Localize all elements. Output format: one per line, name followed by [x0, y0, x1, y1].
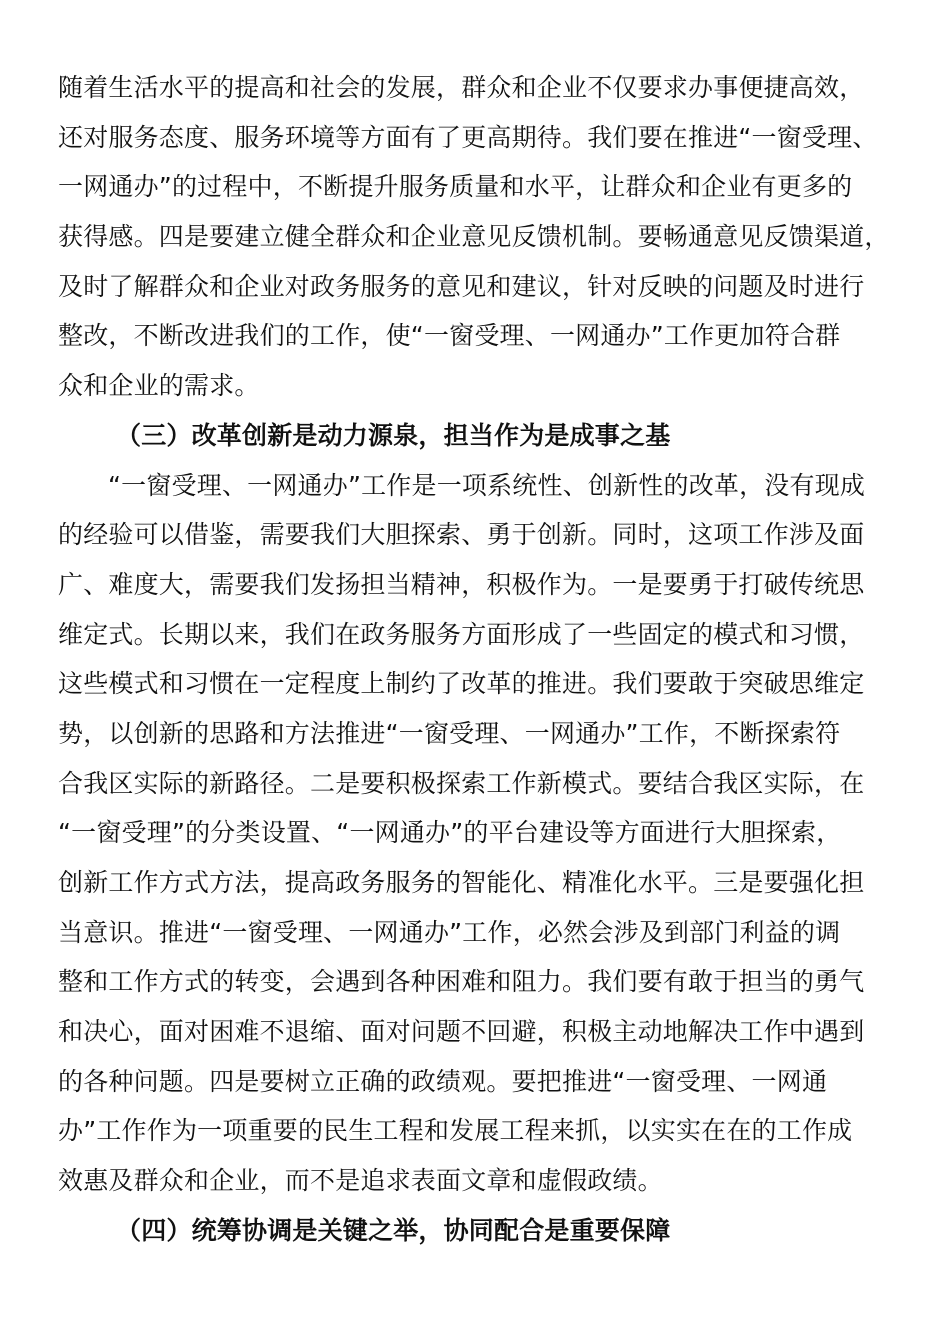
- section-heading-4: （四）统筹协调是关键之举，协同配合是重要保障: [116, 1215, 671, 1245]
- document-body: [58, 63, 892, 1256]
- paragraph-line: 还对服务态度、服务环境等方面有了更高期待。我们要在推进“一窗受理、: [58, 122, 878, 152]
- paragraph-line: “一窗受理”的分类设置、“一网通办”的平台建设等方面进行大胆探索，: [58, 818, 842, 848]
- paragraph-line: 的各种问题。四是要树立正确的政绩观。要把推进“一窗受理、一网通: [58, 1066, 828, 1096]
- paragraph-line: 合我区实际的新路径。二是要积极探索工作新模式。要结合我区实际，在: [58, 768, 865, 798]
- paragraph-line: 及时了解群众和企业对政务服务的意见和建议，针对反映的问题及时进行: [58, 271, 865, 301]
- paragraph-line: 广、难度大，需要我们发扬担当精神，积极作为。一是要勇于打破传统思: [58, 569, 865, 599]
- paragraph-line: 获得感。四是要建立健全群众和企业意见反馈机制。要畅通意见反馈渠道，: [58, 222, 890, 252]
- paragraph-line: 效惠及群众和企业，而不是追求表面文章和虚假政绩。: [58, 1166, 663, 1196]
- paragraph-line: 办”工作作为一项重要的民生工程和发展工程来抓，以实实在在的工作成: [58, 1116, 853, 1146]
- paragraph-line: 众和企业的需求。: [58, 371, 260, 401]
- paragraph-line: 当意识。推进“一窗受理、一网通办”工作，必然会涉及到部门利益的调: [58, 917, 841, 947]
- paragraph-line: 整改，不断改进我们的工作，使“一窗受理、一网通办”工作更加符合群: [58, 321, 841, 351]
- paragraph-line: 维定式。长期以来，我们在政务服务方面形成了一些固定的模式和习惯，: [58, 619, 865, 649]
- paragraph-line: 随着生活水平的提高和社会的发展，群众和企业不仅要求办事便捷高效，: [58, 73, 865, 102]
- paragraph-line: 的经验可以借鉴，需要我们大胆探索、勇于创新。同时，这项工作涉及面: [58, 520, 865, 550]
- paragraph-line: 和决心，面对困难不退缩、面对问题不回避，积极主动地解决工作中遇到: [58, 1017, 865, 1047]
- paragraph-line: “一窗受理、一网通办”工作是一项系统性、创新性的改革，没有现成: [108, 470, 866, 500]
- paragraph-line: 一网通办”的过程中，不断提升服务质量和水平，让群众和企业有更多的: [58, 172, 853, 202]
- paragraph-line: 这些模式和习惯在一定程度上制约了改革的推进。我们要敢于突破思维定: [58, 669, 865, 699]
- paragraph-line: 创新工作方式方法，提高政务服务的智能化、精准化水平。三是要强化担: [58, 868, 865, 897]
- paragraph-line: 势，以创新的思路和方法推进“一窗受理、一网通办”工作，不断探索符: [58, 718, 841, 748]
- paragraph-line: 整和工作方式的转变，会遇到各种困难和阻力。我们要有敢于担当的勇气: [58, 967, 865, 997]
- section-heading-3: （三）改革创新是动力源泉，担当作为是成事之基: [116, 420, 671, 450]
